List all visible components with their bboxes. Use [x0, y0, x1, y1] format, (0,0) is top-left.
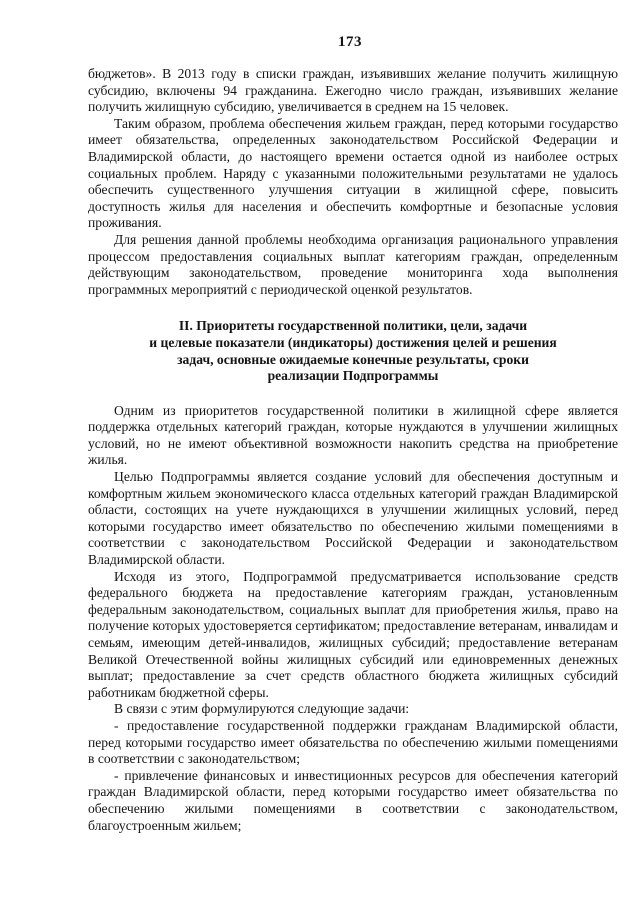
document-body	[88, 66, 618, 834]
paragraph: В связи с этим формулируются следующие задачи:	[114, 701, 410, 717]
paragraph: бюджетов». В 2013 году в списки граждан, изъявивших желание получить жилищную субсидию, включены 94 гражданина. Ежегодно число граждан, изъявивших желание получить жилищную субсидию, увеличивается в среднем на 15 человек.	[88, 66, 618, 115]
paragraph: Для решения данной проблемы необходима организация рационального управления процессом предоставления социальных выплат категориям граждан, определенным действующим законодательством, проведение мониторинга хода выполнения программных мероприятий с периодической оценкой результатов.	[88, 231, 618, 297]
paragraph: Исходя из этого, Подпрограммой предусматривается использование средств федерального бюджета на предоставление категориям граждан, установленным федеральным законодательством, социальных выплат для приобретения жилья, право на получение которых удостоверяется сертификатом; предоставление ветеранам, инвалидам и семьям, имеющим детей-инвалидов, жилищных субсидий; предоставление ветеранам Великой Отечественной войны жилищных субсидий или единовременных денежных выплат; предоставление за счет средств областного бюджета жилищных субсидий работникам бюджетной сферы.	[88, 568, 618, 700]
paragraph: Одним из приоритетов государственной политики в жилищной сфере является поддержка отдельных категорий граждан, которые нуждаются в улучшении жилищных условий, но не имеют объективной возможности накопить средства на приобретение жилья.	[88, 402, 618, 468]
paragraph: Таким образом, проблема обеспечения жильем граждан, перед которыми государство имеет обязательства, определенных законодательством Российской Федерации и Владимирской области, до настоящего времени остается одной из наиболее острых социальных проблем. Наряду с указанными положительными результатами не удалось обеспечить существенного улучшения ситуации в жилищной сфере, повысить доступность жилья для населения и обеспечить комфортные и безопасные условия проживания.	[88, 115, 618, 231]
paragraph: Целью Подпрограммы является создание условий для обеспечения доступным и комфортным жильем экономического класса отдельных категорий граждан Владимирской области, состоящих на учете нуждающихся в улучшении жилищных условий, перед которыми государство имеет обязательство по обеспечению жилыми помещениями в соответствии с законодательством Российской Федерации и законодательством Владимирской области.	[88, 469, 618, 568]
list-item: - предоставление государственной поддержки гражданам Владимирской области, перед которыми государство имеет обязательства по обеспечению жилыми помещениями в соответствии с законодательством;	[88, 717, 618, 767]
section-heading-line: задач, основные ожидаемые конечные результаты, сроки	[177, 351, 529, 367]
section-heading-line: и целевые показатели (индикаторы) достижения целей и решения	[149, 334, 557, 350]
list-item: - привлечение финансовых и инвестиционных ресурсов для обеспечения категорий граждан Владимирской области, перед которыми государство имеет обязательства по обеспечению жилыми помещениями в соответствии с законодательством, благоустроенным жильем;	[88, 767, 618, 833]
section-heading-line: II. Приоритеты государственной политики, цели, задачи	[178, 318, 528, 334]
section-heading	[88, 318, 618, 384]
page-number: 173	[338, 34, 362, 50]
section-heading-line: реализации Подпрограммы	[267, 368, 439, 384]
